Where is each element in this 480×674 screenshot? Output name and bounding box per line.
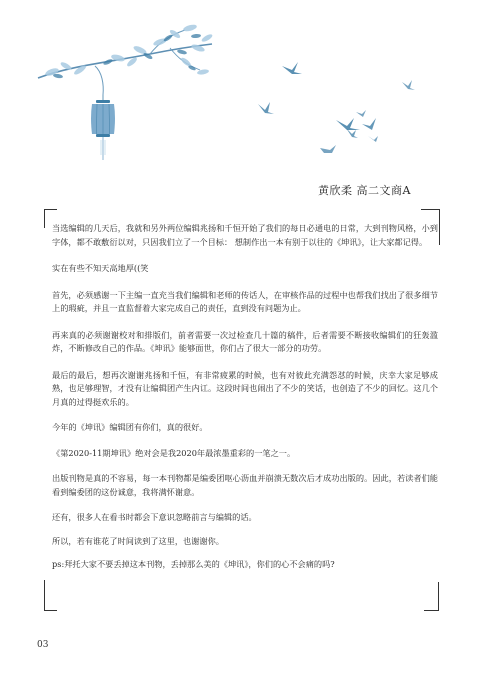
editor-note-body: [52, 222, 438, 572]
paragraph: ps:拜托大家不要丢掉这本刊物，丢掉那么美的《坤讯》，你们的心不会痛的吗?: [52, 559, 335, 569]
paragraph: 最后的最后，想再次谢谢兆扬和千恒，有非常疲累的时候，也有对彼此充满怨怼的时候，庆幸大家足够成熟，也足够理智，才没有让编辑团产生内讧。这段时间也闹出了不少的笑话，也创造了不少的回忆。这几个月真的过得挺欢乐的。: [52, 369, 438, 407]
paragraph: 实在有些不知天高地厚((笑: [52, 263, 149, 273]
header-illustration: [0, 0, 480, 180]
paragraph: 所以，若有谁花了时间读到了这里，也谢谢你。: [52, 535, 224, 546]
paragraph: 出版刊物是真的不容易，每一本刊物都是编委团呕心沥血并崩溃无数次后才成功出版的。因此，若读者们能看到编委团的这份诚意，我将满怀谢意。: [52, 473, 438, 497]
frame-corner-bottom-left: [44, 580, 57, 611]
flying-swallows: [258, 62, 415, 153]
page-number: 03: [37, 640, 49, 650]
paragraph: 首先，必须感谢一下主编一直充当我们编辑和老师的传话人，在审核作品的过程中也帮我们找出了很多细节上的瑕疵，并且一直监督着大家完成自己的责任，直到没有问题为止。: [52, 289, 438, 313]
paragraph: 今年的《坤讯》编辑团有你们，真的很好。: [52, 422, 208, 432]
frame-corner-bottom-right: [424, 582, 439, 611]
paragraph: 还有，很多人在看书时都会下意识忽略前言与编辑的话。: [52, 512, 257, 522]
paragraph: 再来真的必须谢谢校对和排版们，前者需要一次过检查几十篇的稿件，后者需要不断接收编辑们的狂轰滥炸，不断修改自己的作品。《坤讯》能够面世，你们占了很大一部分的功劳。: [52, 329, 438, 353]
paragraph: 当选编辑的几天后，我就和另外两位编辑兆扬和千恒开始了我们的每日必通电的日常，大到刊物风格，小到字体，都不敢敷衍以对，只因我们立了一个目标： 想制作出一本有别于以往的《坤讯》，让大家都记得。: [52, 223, 438, 247]
author-byline: 黄欣柔 高二文商A: [318, 184, 411, 197]
branch-illustration: [38, 23, 213, 95]
paragraph: 《第2020-11期坤讯》绝对会是我2020年最浓墨重彩的一笔之一。: [52, 447, 296, 458]
hanging-lantern: [91, 95, 115, 160]
